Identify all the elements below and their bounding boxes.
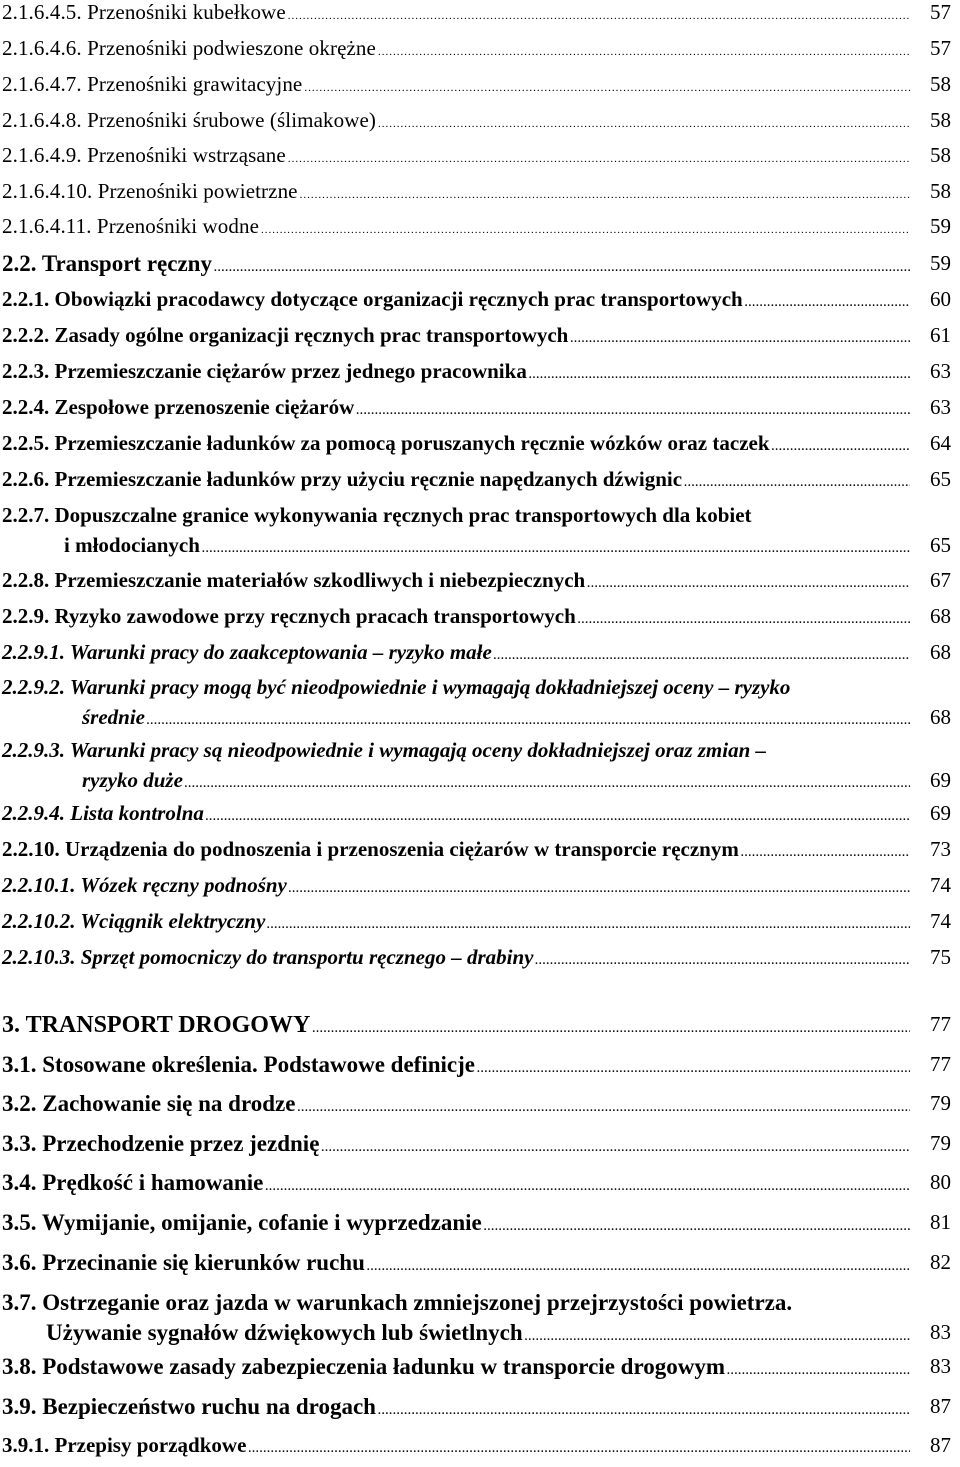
toc-page-number: 77 [930, 1052, 951, 1076]
toc-entry-title: 3.9. Bezpieczeństwo ruchu na drogach [2, 1394, 376, 1419]
dot-leader [356, 405, 910, 417]
dot-leader [248, 1443, 910, 1455]
toc-entry-title: 2.2.10.2. Wciągnik elektryczny [2, 909, 266, 933]
toc-page-number: 69 [930, 768, 951, 792]
toc-entry-title: 2.2.9.1. Warunki pracy do zaakceptowania – ryzyko małe [2, 640, 492, 664]
dot-leader [378, 1405, 910, 1417]
dot-leader [185, 778, 910, 790]
toc-entry-title: 2.2.1. Obowiązki pracodawcy dotyczące organizacji ręcznych prac transportowych [2, 287, 743, 311]
toc-page-number: 65 [930, 467, 951, 491]
toc-page-number: 79 [930, 1091, 951, 1115]
toc-page-number: 60 [930, 287, 951, 311]
toc-page-number: 58 [930, 143, 951, 167]
dot-leader [367, 1261, 910, 1273]
toc-entry-title-continued: i młodocianych [64, 533, 200, 557]
dot-leader [214, 262, 910, 274]
dot-leader [288, 153, 910, 165]
dot-leader [684, 477, 910, 489]
toc-entry-title-continued: średnie [82, 705, 145, 729]
dot-leader [494, 650, 910, 662]
toc-entry-title: 2.2.10. Urządzenia do podnoszenia i przenoszenia ciężarów w transporcie ręcznym [2, 837, 739, 861]
toc-entry-title: 2.1.6.4.9. Przenośniki wstrząsane [2, 143, 286, 167]
toc-page-number: 74 [930, 873, 951, 897]
toc-page-number: 58 [930, 108, 951, 132]
toc-entry-title: 2.1.6.4.6. Przenośniki podwieszone okrężne [2, 36, 376, 60]
toc-entry-title: 3.9.1. Przepisy porządkowe [2, 1433, 247, 1457]
toc-entry-title-continued: ryzyko duże [82, 768, 183, 792]
toc-page-number: 64 [930, 431, 951, 455]
dot-leader [587, 578, 910, 590]
toc-entry-title: 2.2.6. Przemieszczanie ładunków przy użyciu ręcznie napędzanych dźwignic [2, 467, 683, 491]
toc-page-number: 69 [930, 801, 951, 825]
toc-entry-title: 2.2.9.4. Lista kontrolna [2, 801, 204, 825]
toc-entry-title: 2.2.9. Ryzyko zawodowe przy ręcznych pracach transportowych [2, 604, 576, 628]
toc-page-number: 68 [930, 705, 951, 729]
toc-entry-title: 2.1.6.4.11. Przenośniki wodne [2, 214, 260, 238]
dot-leader [745, 297, 910, 309]
toc-page-number: 59 [930, 214, 951, 238]
dot-leader [297, 1102, 910, 1114]
toc-page-number: 82 [930, 1250, 951, 1274]
dot-leader [741, 847, 910, 859]
toc-entry-title: 3.1. Stosowane określenia. Podstawowe definicje [2, 1052, 475, 1077]
dot-leader [289, 883, 910, 895]
toc-page-number: 75 [930, 945, 951, 969]
toc-entry-title: 2.1.6.4.8. Przenośniki śrubowe (ślimakowe) [2, 108, 376, 132]
dot-leader [727, 1365, 910, 1377]
toc-entry-title: 2.1.6.4.10. Przenośniki powietrzne [2, 179, 298, 203]
toc-entry-title: 2.2.10.1. Wózek ręczny podnośny [2, 873, 287, 897]
toc-page-number: 68 [930, 604, 951, 628]
toc-entry-title: 2.2.9.3. Warunki pracy są nieodpowiednie i wymagają oceny dokładniejszej oraz zmian – [2, 738, 767, 762]
dot-leader [202, 543, 910, 555]
toc-page-number: 87 [930, 1394, 951, 1418]
toc-entry-title: 2.2.7. Dopuszczalne granice wykonywania ręcznych prac transportowych dla kobiet [2, 503, 752, 527]
dot-leader [477, 1063, 910, 1075]
toc-entry-title: 2.2. Transport ręczny [2, 251, 212, 276]
dot-leader [378, 46, 910, 58]
toc-page-number: 63 [930, 359, 951, 383]
toc-entry-title: 2.2.8. Przemieszczanie materiałów szkodliwych i niebezpiecznych [2, 568, 586, 592]
toc-entry-title: 2.2.3. Przemieszczanie ciężarów przez jednego pracownika [2, 359, 527, 383]
dot-leader [300, 189, 910, 201]
dot-leader [147, 715, 910, 727]
toc-page-number: 80 [930, 1170, 951, 1194]
toc-entry-title: 2.1.6.4.7. Przenośniki grawitacyjne [2, 72, 303, 96]
toc-page-number: 79 [930, 1131, 951, 1155]
dot-leader [312, 1023, 910, 1035]
toc-entry-title: 2.2.10.3. Sprzęt pomocniczy do transportu ręcznego – drabiny [2, 945, 534, 969]
dot-leader [484, 1221, 910, 1233]
toc-entry-title: 2.2.2. Zasady ogólne organizacji ręcznych prac transportowych [2, 323, 569, 347]
dot-leader [378, 118, 910, 130]
toc-page-number: 81 [930, 1210, 951, 1234]
toc-entry-title: 3.2. Zachowanie się na drodze [2, 1091, 296, 1116]
toc-page-number: 83 [930, 1320, 951, 1344]
toc-page-number: 73 [930, 837, 951, 861]
toc-page-number: 65 [930, 533, 951, 557]
dot-leader [304, 82, 910, 94]
toc-page-number: 74 [930, 909, 951, 933]
toc-entry-title: 2.2.5. Przemieszczanie ładunków za pomocą poruszanych ręcznie wózków oraz taczek [2, 431, 770, 455]
toc-page-number: 59 [930, 251, 951, 275]
dot-leader [535, 955, 910, 967]
toc-page-number: 57 [930, 36, 951, 60]
dot-leader [267, 919, 910, 931]
dot-leader [525, 1331, 910, 1343]
dot-leader [772, 441, 910, 453]
toc-page-number: 57 [930, 0, 951, 24]
dot-leader [265, 1181, 910, 1193]
toc-page-number: 67 [930, 568, 951, 592]
toc-entry-title: 3.3. Przechodzenie przez jezdnię [2, 1131, 320, 1156]
toc-entry-title: 3.5. Wymijanie, omijanie, cofanie i wyprzedzanie [2, 1210, 482, 1235]
toc-page-number: 58 [930, 72, 951, 96]
toc-entry-title: 3.8. Podstawowe zasady zabezpieczenia ładunku w transporcie drogowym [2, 1354, 726, 1379]
toc-page-number: 68 [930, 640, 951, 664]
toc-entry-title: 3. TRANSPORT DROGOWY [2, 1012, 311, 1038]
dot-leader [321, 1142, 910, 1154]
toc-entry-title: 2.1.6.4.5. Przenośniki kubełkowe [2, 0, 286, 24]
toc-page-number: 61 [930, 323, 951, 347]
toc-entry-title: 3.7. Ostrzeganie oraz jazda w warunkach zmniejszonej przejrzystości powietrza. [2, 1290, 793, 1315]
dot-leader [288, 10, 910, 22]
toc-page-number: 87 [930, 1433, 951, 1457]
toc-entry-title: 3.6. Przecinanie się kierunków ruchu [2, 1250, 365, 1275]
toc-page-number: 83 [930, 1354, 951, 1378]
toc-entry-title: 2.2.9.2. Warunki pracy mogą być nieodpowiednie i wymagają dokładniejszej oceny – ryzyko [2, 675, 791, 699]
toc-entry-title: 3.4. Prędkość i hamowanie [2, 1170, 264, 1195]
toc-entry-title-continued: Używanie sygnałów dźwiękowych lub świetlnych [46, 1320, 523, 1345]
dot-leader [206, 811, 910, 823]
dot-leader [570, 333, 910, 345]
dot-leader [529, 369, 910, 381]
toc-page-number: 77 [930, 1012, 951, 1036]
dot-leader [261, 224, 910, 236]
dot-leader [578, 614, 910, 626]
toc-page-number: 58 [930, 179, 951, 203]
toc-page-number: 63 [930, 395, 951, 419]
toc-entry-title: 2.2.4. Zespołowe przenoszenie ciężarów [2, 395, 355, 419]
